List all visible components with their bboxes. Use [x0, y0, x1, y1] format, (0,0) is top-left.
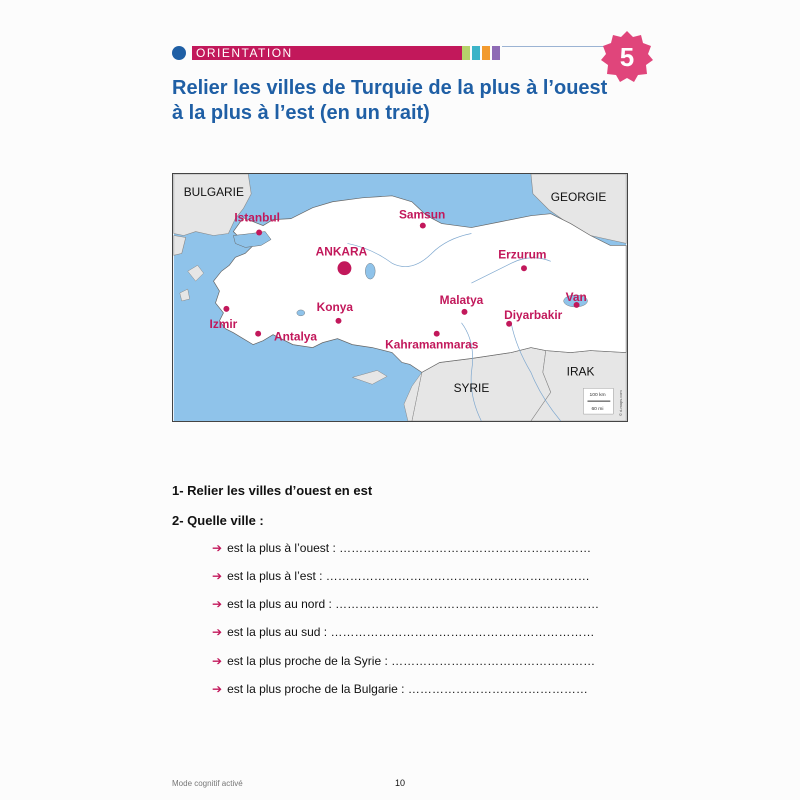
city-label-antalya: Antalya [274, 329, 317, 344]
arrow-icon: ➔ [212, 569, 223, 583]
color-swatch [472, 46, 480, 60]
city-label-samsun: Samsun [399, 207, 446, 222]
header-dot-icon [172, 46, 186, 60]
city-label-izmir: Izmir [209, 316, 238, 331]
scale-km: 100 km [589, 393, 606, 399]
chapter-number: 5 [619, 42, 635, 72]
country-label-syria: SYRIE [453, 381, 490, 396]
city-dot-izmir [223, 306, 229, 312]
map-credit: © d-maps.com [618, 390, 624, 417]
city-label-diyarbakir: Diyarbakir [504, 307, 563, 322]
color-swatch [462, 46, 470, 60]
country-label-bulgaria: BULGARIE [183, 184, 244, 199]
city-label-kahramanmaras: Kahramanmaras [385, 337, 479, 352]
answer-line[interactable]: ➔ est la plus proche de la Syrie : …………………………………………… [212, 654, 596, 668]
city-dot-kahramanmaras [434, 331, 440, 337]
city-dot-konya [336, 318, 342, 324]
city-label-malatya: Malatya [439, 292, 484, 307]
answer-line[interactable]: ➔ est la plus à l’est : ………………………………………………………… [212, 569, 590, 583]
question-1: 1- Relier les villes d’ouest en est [172, 483, 373, 498]
answer-line[interactable]: ➔ est la plus au nord : ………………………………………………………… [212, 597, 600, 611]
page-number: 10 [395, 778, 406, 788]
country-label-iraq: IRAK [566, 364, 595, 379]
header-rule [502, 46, 615, 60]
color-swatch [482, 46, 490, 60]
arrow-icon: ➔ [212, 682, 223, 696]
arrow-icon: ➔ [212, 625, 223, 639]
question-2: 2- Quelle ville : [172, 513, 264, 528]
footer-label: Mode cognitif activé [172, 779, 243, 788]
answer-line[interactable]: ➔ est la plus proche de la Bulgarie : ……………………………………… [212, 682, 588, 696]
city-dot-erzurum [521, 265, 527, 271]
arrow-icon: ➔ [212, 597, 223, 611]
city-label-konya: Konya [316, 299, 354, 314]
turkey-map [172, 173, 628, 422]
answer-line[interactable]: ➔ est la plus à l’ouest : ……………………………………………………… [212, 541, 592, 555]
color-swatch [492, 46, 500, 60]
city-dot-samsun [420, 223, 426, 229]
page-title [172, 76, 632, 126]
title-line-1: Relier les villes de Turquie de la plus à l’ouest [172, 77, 608, 99]
city-label-erzurum: Erzurum [498, 247, 547, 262]
city-dot-ankara [338, 261, 352, 275]
city-label-istanbul: Istanbul [234, 210, 280, 225]
city-dot-antalya [255, 331, 261, 337]
city-label-ankara: ANKARA [315, 244, 368, 259]
answer-line[interactable]: ➔ est la plus au sud : ………………………………………………………… [212, 625, 595, 639]
city-dot-istanbul [256, 230, 262, 236]
country-label-georgia: GEORGIE [550, 189, 607, 204]
arrow-icon: ➔ [212, 654, 223, 668]
lake-tuz [365, 263, 375, 279]
city-dot-malatya [462, 309, 468, 315]
arrow-icon: ➔ [212, 541, 223, 555]
title-line-2: à la plus à l’est (en un trait) [172, 102, 430, 124]
section-label: ORIENTATION [192, 46, 462, 60]
scale-mi: 60 mi [591, 407, 604, 413]
city-label-van: Van [565, 289, 587, 304]
